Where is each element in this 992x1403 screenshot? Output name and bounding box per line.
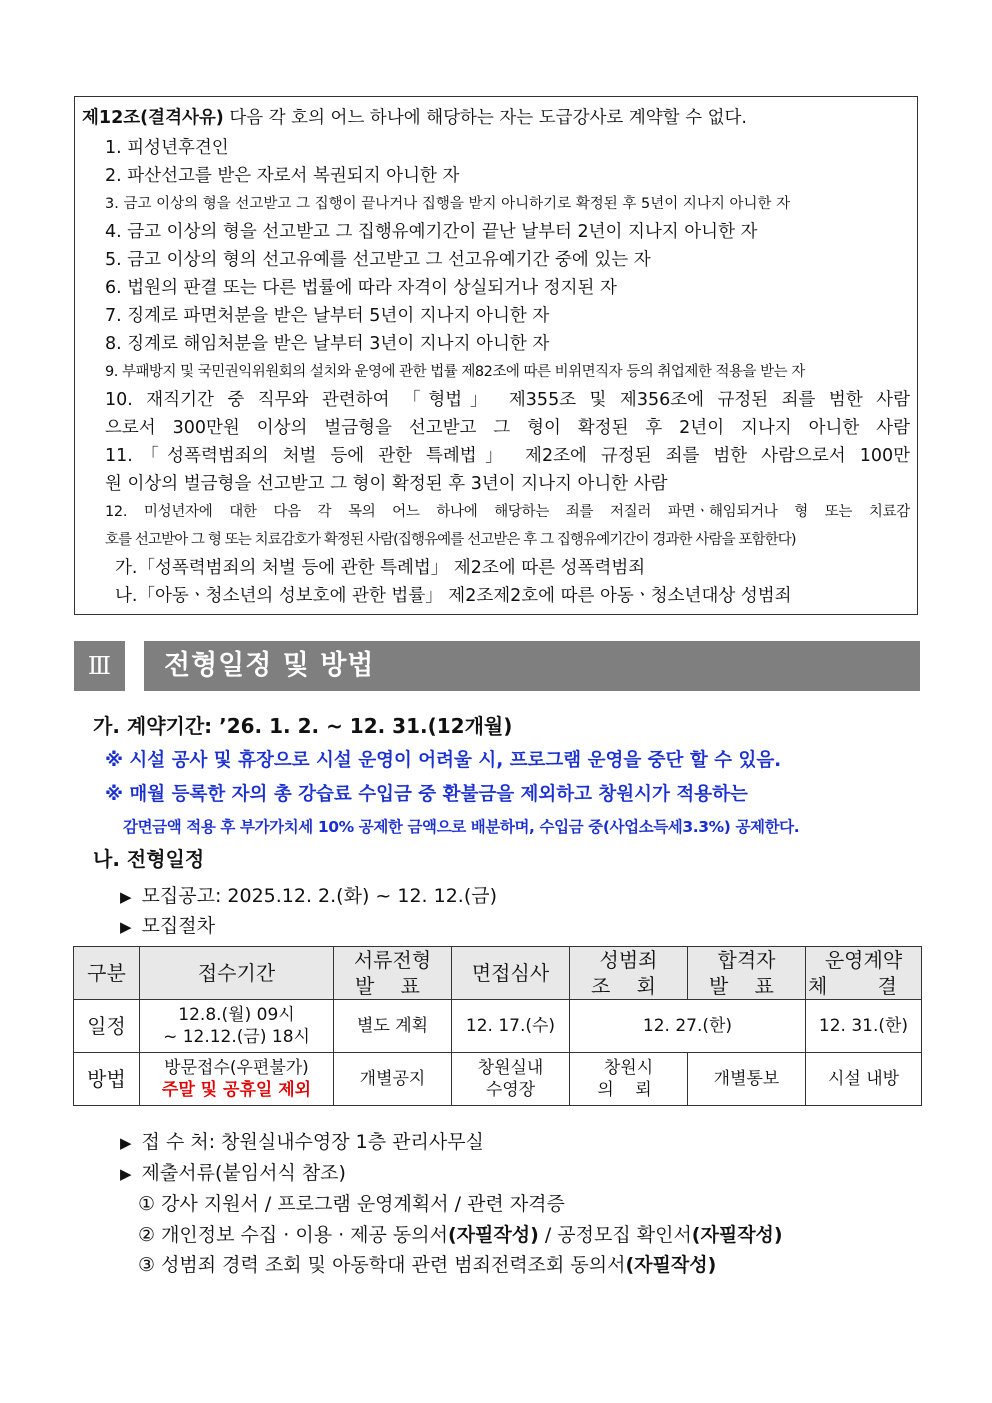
contract-note-2a: ※ 매월 등록한 자의 총 강습료 수입금 중 환불금을 제외하고 창원시가 적용하는 <box>105 784 748 805</box>
article-item-9: 9. 부패방지 및 국민권익위원회의 설치와 운영에 관한 법률 제82조에 따른 비위면직자 등의 취업제한 적용을 받는 자 <box>105 364 805 380</box>
article-item-10-line1: 10. 재직기간 중 직무와 관련하여 「형법」 제355조 및 제356조에 규정된 죄를 범한 사람 <box>105 390 910 410</box>
recruit-notice <box>120 883 497 910</box>
article-12-heading <box>82 107 747 129</box>
article-item-11-line2: 원 이상의 벌금형을 선고받고 그 형이 확정된 후 3년이 지나지 아니한 사람 <box>105 474 668 494</box>
article-item-4: 4. 금고 이상의 형을 선고받고 그 집행유예기간이 끝난 날부터 2년이 지나지 아니한 자 <box>105 222 758 242</box>
article-item-6: 6. 법원의 판결 또는 다른 법률에 따라 자격이 상실되거나 정지된 자 <box>105 278 617 298</box>
cell-reception-schedule: 12.8.(월) 09시 ~ 12.12.(금) 18시 <box>140 1000 334 1053</box>
cell-interview-schedule: 12. 17.(수) <box>452 1000 570 1053</box>
article-item-12-line1: 12. 미성년자에 대한 다음 각 목의 어느 하나에 해당하는 죄를 저질러 파면ㆍ해임되거나 형 또는 치료감 <box>105 504 910 520</box>
contract-period: 가. 계약기간: ’26. 1. 2. ~ 12. 31.(12개월) <box>93 714 513 738</box>
header-sex-crime-check: 성범죄 조 회 <box>570 947 688 1000</box>
table-row <box>74 1000 922 1053</box>
cell-contract-method: 시설 내방 <box>806 1053 922 1106</box>
cell-announce-method: 개별통보 <box>688 1053 806 1106</box>
weekend-excluded-note: 주말 및 공휴일 제외 <box>161 1080 312 1100</box>
procedure-label-text: 모집절차 <box>141 915 215 937</box>
row-label-method: 방법 <box>74 1053 140 1106</box>
cell-interview-method: 창원실내 수영장 <box>452 1053 570 1106</box>
table-row <box>74 1053 922 1106</box>
row-label-schedule: 일정 <box>74 1000 140 1053</box>
cell-contract-schedule: 12. 31.(한) <box>806 1000 922 1053</box>
article-item-7: 7. 징계로 파면처분을 받은 날부터 5년이 지나지 아니한 자 <box>105 306 550 326</box>
article-item-12-line2: 호를 선고받아 그 형 또는 치료감호가 확정된 사람(집행유예를 선고받은 후 그 집행유예기간이 경과한 사람을 포함한다) <box>105 532 796 548</box>
cell-check-announce-schedule: 12. 27.(한) <box>570 1000 806 1053</box>
schedule-table <box>73 946 922 1106</box>
triangle-bullet-icon: ▶ <box>120 1134 132 1152</box>
cell-docs-method: 개별공지 <box>334 1053 452 1106</box>
reception-place-text: 접 수 처: 창원실내수영장 1층 관리사무실 <box>141 1131 484 1153</box>
header-successful-candidates: 합격자 발 표 <box>688 947 806 1000</box>
header-category: 구분 <box>74 947 140 1000</box>
document-item-2: ② 개인정보 수집 · 이용 · 제공 동의서(자필작성) / 공정모집 확인서(자필작성) <box>138 1224 783 1246</box>
documents-label-text: 제출서류(붙임서식 참조) <box>141 1162 346 1184</box>
article-item-8: 8. 징계로 해임처분을 받은 날부터 3년이 지나지 아니한 자 <box>105 334 550 354</box>
article-item-3: 3. 금고 이상의 형을 선고받고 그 집행이 끝나거나 집행을 받지 아니하기로 확정된 후 5년이 지나지 아니한 자 <box>105 196 791 212</box>
triangle-bullet-icon: ▶ <box>120 888 132 906</box>
document-item-1: ① 강사 지원서 / 프로그램 운영계획서 / 관련 자격증 <box>138 1193 565 1215</box>
triangle-bullet-icon: ▶ <box>120 1165 132 1183</box>
cell-check-method: 창원시 의 뢰 <box>570 1053 688 1106</box>
contract-note-1: ※ 시설 공사 및 휴장으로 시설 운영이 어려울 시, 프로그램 운영을 중단 할 수 있음. <box>105 750 782 771</box>
document-item-3: ③ 성범죄 경력 조회 및 아동학대 관련 범죄전력조회 동의서(자필작성) <box>138 1254 717 1276</box>
reception-place <box>120 1129 484 1156</box>
schedule-heading: 나. 전형일정 <box>93 847 205 871</box>
contract-note-2b: 감면금액 적용 후 부가가치세 10% 공제한 금액으로 배분하며, 수입금 중(사업소득세3.3%) 공제한다. <box>123 818 800 836</box>
article-12-intro: 다음 각 호의 어느 하나에 해당하는 자는 도급강사로 계약할 수 없다. <box>223 108 747 128</box>
article-item-2: 2. 파산선고를 받은 자로서 복권되지 아니한 자 <box>105 166 460 186</box>
article-item-5: 5. 금고 이상의 형의 선고유예를 선고받고 그 선고유예기간 중에 있는 자 <box>105 250 651 270</box>
table-header-row <box>74 947 922 1000</box>
section-number: Ⅲ <box>74 641 125 691</box>
recruit-notice-text: 모집공고: 2025.12. 2.(화) ~ 12. 12.(금) <box>141 885 498 907</box>
triangle-bullet-icon: ▶ <box>120 918 132 936</box>
header-document-screening: 서류전형 발 표 <box>334 947 452 1000</box>
article-item-10-line2: 으로서 300만원 이상의 벌금형을 선고받고 그 형이 확정된 후 2년이 지나지 아니한 사람 <box>105 418 910 438</box>
article-item-11-line1: 11.「성폭력범죄의 처벌 등에 관한 특례법」 제2조에 규정된 죄를 범한 사람으로서 100만 <box>105 446 910 466</box>
cell-docs-schedule: 별도 계획 <box>334 1000 452 1053</box>
header-reception: 접수기간 <box>140 947 334 1000</box>
header-contract: 운영계약 체 결 <box>806 947 922 1000</box>
cell-reception-method: 방문접수(우편불가) 주말 및 공휴일 제외 <box>140 1053 334 1106</box>
header-interview: 면접심사 <box>452 947 570 1000</box>
documents-label <box>120 1160 346 1187</box>
section-title: 전형일정 및 방법 <box>144 641 920 691</box>
article-12-title: 제12조(결격사유) <box>82 108 224 128</box>
article-item-12-na: 나.「아동ㆍ청소년의 성보호에 관한 법률」 제2조제2호에 따른 아동ㆍ청소년대상 성범죄 <box>115 586 792 606</box>
article-item-1: 1. 피성년후견인 <box>105 138 229 158</box>
article-item-12-ga: 가.「성폭력범죄의 처벌 등에 관한 특례법」 제2조에 따른 성폭력범죄 <box>115 558 646 578</box>
procedure-label <box>120 913 215 940</box>
